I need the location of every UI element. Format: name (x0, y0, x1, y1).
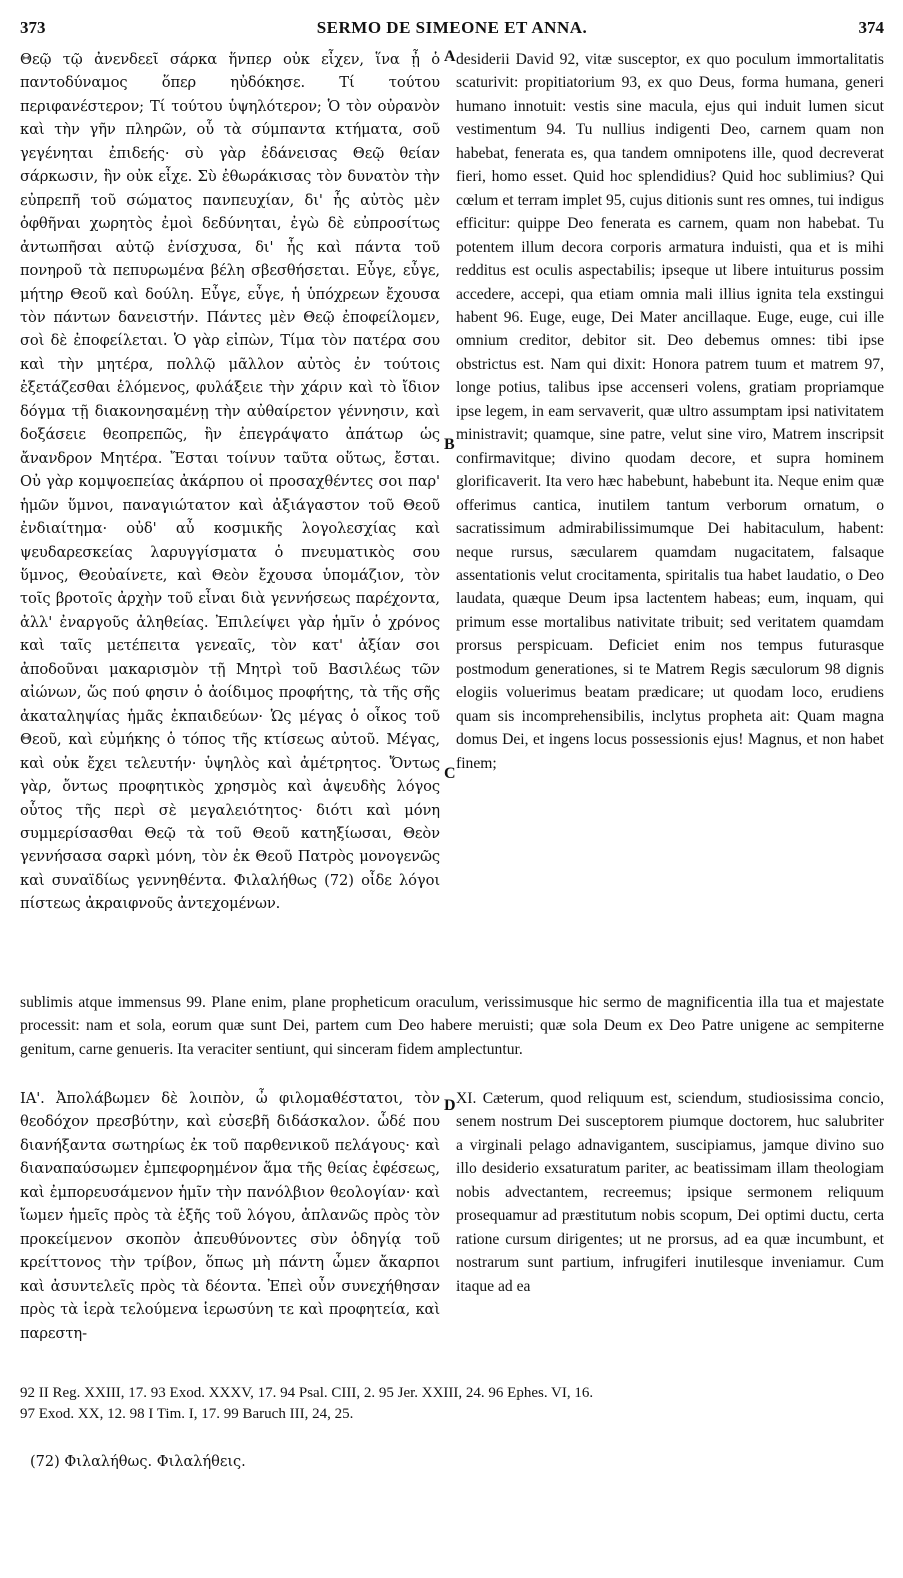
footnote-variant-reading: (72) Φιλαλήθως. Φιλαλήθεις. (30, 1454, 246, 1470)
latin-column-bottom (456, 1087, 884, 1298)
page-header (20, 18, 884, 44)
latin-text-top: desiderii David 92, vitæ susceptor, ex quo poculum immortalitatis scaturivit: propitiatorium 93, ex quo Deus, forma humana, generi humano innotuit: vestis sine macula, ejus qui induit lumen sicut vestimentum 94. Tu nullius indigenti Deo, carnem quam non habebat, fenerata es, qua tandem omnipotens ille, quod decreverat fieri, homo esset. Quid hoc splendidius? Quid hoc sublimius? Qui cœlum et terram implet 95, cujus ditionis sunt res omnes, tui indigus efficitur: quippe Deo fenerata es carnem, quam non habebat. Tu potentem illum decora corporis armatura induisti, qua et is mihi redditus est oculis aspectabilis; ipseque ut libere intuiturus possim accedere, accepi, qua etiam omnia mali illius ignita tela exstingui habent 96. Euge, euge, Dei Mater ancillaque. Euge, euge, cui ille omnium creditor, debitor sit. Deo debemus omnes: tibi ipse obstrictus est. Nam qui dixit: Honora patrem tuum et matrem 97, longe potius, talibus ipse accenseri volens, gratiam propriamque ipse legem, in eam servaverit, quæ ultro assumptam ipsi nativitatem ministravit; quamque, sine patre, velut sine viro, Matrem inscripsit confirmavitque; divino quodam decore, et supra hominem glorificaverit. Ita vero hæc habebunt, habebunt ita. Neque enim quæ offerimus cantica, inutilem tantum verborum ornatum, o sacratissimum admirabilissimumque Dei habitaculum, habent: neque rursus, sæcularem quamdam nugacitatem, falsaque assentationis velut crocitamenta, spiritalis tua habet laudatio, o Deo laudata, quæque Deum ipsa lactentem habeas; eum, inquam, qui primum esse mortalibus nativitate tribuit; sed veritatem quamdam prorsus perspicuam. Deficiet enim nos tempus futurasque postmodum generationes, si te Matrem Regis sæculorum 98 dignis elogiis voluerimus beatam prædicare; ut quodam loco, erudiens quam sis incomprehensibilis, inclytus propheta ait: Quam magna domus Dei, et ingens locus possessionis ejus! Magnus, et non habet finem; (456, 51, 884, 772)
page-number-right: 374 (858, 18, 884, 37)
footnotes (20, 1383, 884, 1425)
footnote-line-1: 92 II Reg. XXIII, 17. 93 Exod. XXXV, 17. 94 Psal. CIII, 2. 95 Jer. XXIII, 24. 96 Ephes. VI, 16. (20, 1385, 594, 1401)
page-number-left: 373 (20, 18, 46, 37)
section-marker-b: B (444, 436, 455, 453)
latin-text-full: sublimis atque immensus 99. Plane enim, plane propheticum oraculum, verissimusque hic sermo de magnificentia illa tua et majestate processit: nam et sola, eorum quæ sunt Dei, partem cum Deo habere meruisti; quæ sola Deum ex Deo Patre unigene ac sempiterne genitum, carne genueris. Ita veraciter sentiunt, qui sinceram fidem amplectuntur. (20, 994, 884, 1058)
running-title: SERMO DE SIMEONE ET ANNA. (316, 18, 588, 37)
section-marker-c: C (444, 765, 456, 782)
greek-text-bottom: ΙΑ'. Ἀπολάβωμεν δὲ λοιπὸν, ὦ φιλομαθέστατοι, τὸν θεοδόχον πρεσβύτην, καὶ εὐσεβῆ διδάσκαλον. ὧδέ που διανήξαντα σωτηρίως ἐκ τοῦ παρθενικοῦ πελάγους· καὶ διαναπαύσωμεν ἐμπεφορημένον ἅμα τῆς θείας ἐφέσεως, καὶ ἐμπορευσάμενον ἡμῖν τὴν πανόλβιον θεολογίαν· καὶ ἴωμεν ἡμεῖς πρὸς τὰ ἑξῆς τοῦ λόγου, ἀπλανῶς πρὸς τὸν προκείμενον σκοπὸν ἀπευθύνοντες σὺν ὁδηγίᾳ τοῦ κρείττονος τὴν τρίβον, ὅπως μὴ πάντη ὦμεν ἄκαρποι καὶ ἀσυντελεῖς πρὸς τὰ δέοντα. Ἐπεὶ οὖν συνεχήθησαν πρὸς τὰ ἱερὰ τελούμενα ἱερωσύνη τε καὶ προφητεία, καὶ παρεστη- (20, 1090, 440, 1342)
latin-full-width (20, 991, 884, 1061)
page (20, 0, 884, 1578)
latin-column-top (456, 48, 884, 775)
latin-text-bottom: XI. Cæterum, quod reliquum est, sciendum, studiosissima concio, senem nostrum Dei susceptorem piumque doctorem, huc salubriter a virginali pelago adnavigantem, suscipiamus, jamque divino suo illo desiderio exsaturatum pariter, ac beatissimam illam theologiam nobis advectantem, recreemus; ipsique sermonem reliquum prosequamur ad præstitutum nobis scopum, Dei optimi ductu, certa ratione cursum dirigentes; ut ne prorsus, ad ea quæ incumbunt, et nostrarum sunt partium, infrugiferi inutilesque inveniamur. Cum itaque ad ea (456, 1090, 884, 1295)
section-marker-d: D (444, 1097, 456, 1114)
greek-column-top (20, 48, 440, 916)
section-marker-a: A (444, 48, 456, 65)
greek-column-bottom (20, 1087, 440, 1345)
footnote-line-2: 97 Exod. XX, 12. 98 I Tim. I, 17. 99 Baruch III, 24, 25. (20, 1406, 354, 1422)
greek-text-top: Θεῷ τῷ ἀνενδεεῖ σάρκα ἥνπερ οὐκ εἶχεν, ἵνα ᾖ ὁ παντοδύναμος ὅπερ ηὐδόκησε. Τί τούτου περιφανέστερον; Τί τούτου ὑψηλότερον; Ὁ τὸν οὐρανὸν καὶ τὴν γῆν πληρῶν, οὗ τὰ σύμπαντα κτήματα, σοῦ γεγένηται ἐπιδεής· σὺ γὰρ ἐδάνεισας Θεῷ θείαν σάρκωσιν, ἣν οὐκ εἶχε. Σὺ ἐθωράκισας τὸν δυνατὸν τὴν εὐπρεπῆ τοῦ σώματος πανπευχίαν, δι' ἧς αὐτὸς μὲν ὀφθῆναι χωρητὸς ἐμοὶ δεδύνηται, ἐγὼ δὲ εὐπροσίτως ἀντωπῆσαι αὐτῷ ἐνίσχυσα, δι' ἧς καὶ πάντα τοῦ πονηροῦ τὰ πεπυρωμένα βέλη σβεσθήσεται. Εὖγε, εὖγε, μήτηρ Θεοῦ καὶ δούλη. Εὖγε, εὖγε, ἡ ὑπόχρεων ἔχουσα τὸν πάντων δανειστήν. Πάντες μὲν Θεῷ ἐποφείλομεν, σοὶ δὲ ἐποφείλεται. Ὁ γὰρ εἰπὼν, Τίμα τὸν πατέρα σου καὶ τὴν μητέρα, πολλῷ μᾶλλον αὐτὸς ἐν τούτοις ἐξετάζεσθαι ἑλόμενος, φυλάξειε τὴν χάριν καὶ τὸ ἴδιον δόγμα τῇ διακονησαμένῃ τὴν αὐθαίρετον γέννησιν, καὶ δοξάσειε θεοπρεπῶς, ἣν ἐπεγράψατο ἀπάτωρ ὡς ἄνανδρον Μητέρα. Ἔσται τοίνυν ταῦτα οὕτως, ἔσται. Οὐ γὰρ κομψοεπείας ἀκάρπου οἱ προσαχθέντες σοι παρ' ἡμῶν ὕμνοι, παναγιώτατον καὶ ἀξιάγαστον τοῦ Θεοῦ ἐνδιαίτημα· οὐδ' αὖ κοσμικῆς λογολεσχίας καὶ ψευδαρεσκείας λαρυγγίσματα ὁ πνευματικὸς σου ὕμνος, Θεοὐαίνετε, καὶ Θεὸν ἔχουσα ὑπομάζιον, τὸν τοῖς βροτοῖς ἀρχὴν τοῦ εἶναι διὰ γεννήσεως παρέχοντα, ἀλλ' ἐναργοῦς ἀληθείας. Ἐπιλείψει γὰρ ἡμῖν ὁ χρόνος καὶ ταῖς μετέπειτα γενεαῖς, τὸν κατ' ἀξίαν σοι ἀποδοῦναι μακαρισμὸν τῇ Μητρὶ τοῦ Βασιλέως τῶν αἰώνων, ὥς πού φησιν ὁ ἀοίδιμος προφήτης, τὰ τῆς σῆς ἀκαταληψίας ἡμᾶς ἐκπαιδεύων· Ὡς μέγας ὁ οἶκος τοῦ Θεοῦ, καὶ εὐμήκης ὁ τόπος τῆς κτίσεως αὐτοῦ. Μέγας, καὶ οὐκ ἔχει τελευτήν· ὑψηλὸς καὶ ἀμέτρητος. Ὄντως γὰρ, ὄντως προφητικὸς χρησμὸς καὶ ἀψευδὴς λόγος οὗτος τῆς περὶ σὲ μεγαλειότητος· διότι καὶ μόνη συμμερίσασθαι Θεῷ τὰ τοῦ Θεοῦ κατηξίωσαι, Θεὸν γεννήσασα σαρκὶ μόνη, τὸν ἐκ Θεοῦ Πατρὸς μονογενῶς καὶ συναϊδίως γεννηθέντα. Φιλαλήθως (72) οἶδε λόγοι πίστεως ἀκραιφνοῦς ἀντεχομένων. (20, 51, 440, 913)
